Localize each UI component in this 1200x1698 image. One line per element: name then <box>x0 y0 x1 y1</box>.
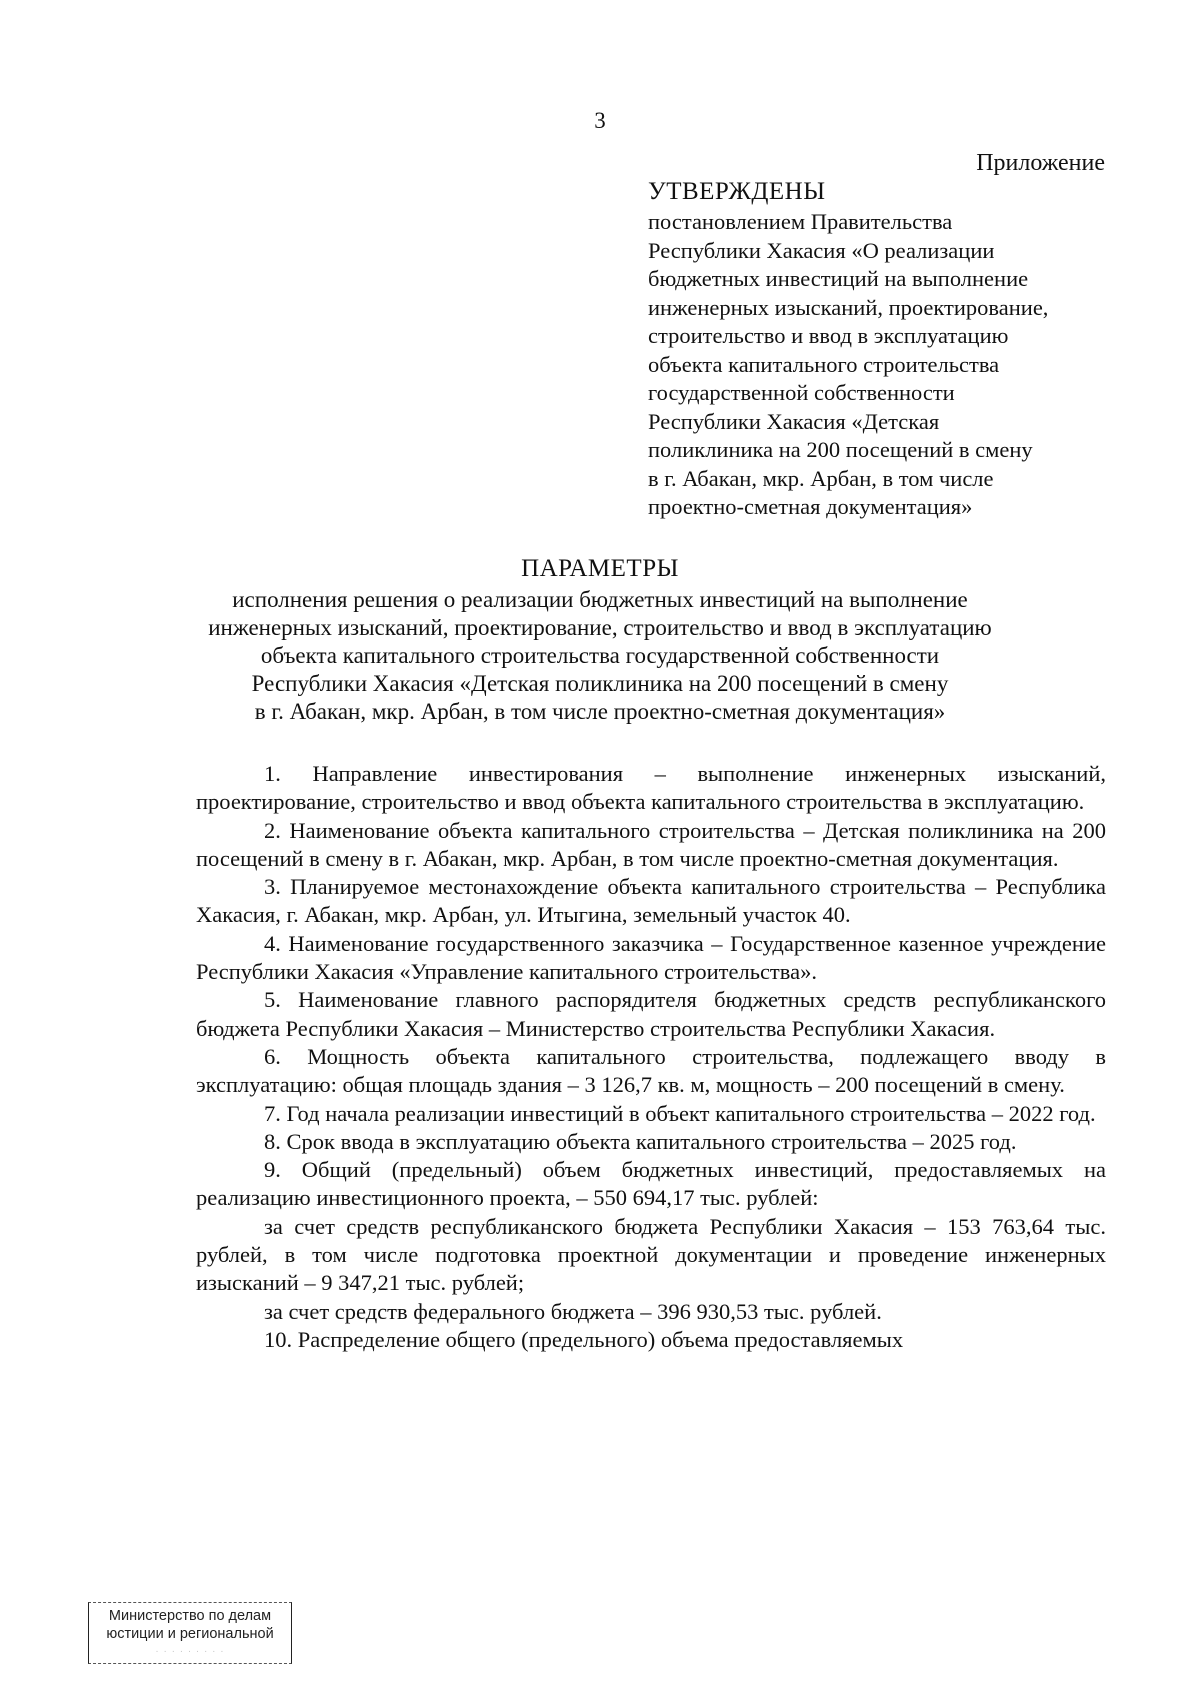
paragraph-9: 9. Общий (предельный) объем бюджетных инвестиций, предоставляемых на реализацию инвестиционного проекта, – 550 694,17 тыс. рублей: <box>196 1157 1106 1211</box>
page-number: 3 <box>594 108 606 133</box>
approval-line: Республики Хакасия «Детская <box>648 408 940 434</box>
registration-stamp <box>88 1602 292 1664</box>
title-heading: ПАРАМЕТРЫ <box>521 555 679 582</box>
paragraph-4: 4. Наименование государственного заказчика – Государственное казенное учреждение Республики Хакасия «Управление капитального строительства». <box>196 930 1106 985</box>
approval-line: строительство и ввод в эксплуатацию <box>648 323 1009 348</box>
document-title <box>0 552 1200 726</box>
approval-line: поликлиника на 200 посещений в смену <box>648 437 1033 462</box>
title-subtitle <box>0 586 1200 726</box>
approval-line: объекта капитального строительства <box>648 351 1000 377</box>
approval-line: бюджетных инвестиций на выполнение <box>648 266 1029 291</box>
paragraph-9-republic-budget: за счет средств республиканского бюджета Республики Хакасия – 153 763,64 тыс. рублей, в том числе подготовка проектной документации и проведение инженерных изысканий – 9 347,21 тыс. рублей; <box>196 1213 1106 1296</box>
paragraph-7: 7. Год начала реализации инвестиций в объект капитального строительства – 2022 год. <box>264 1100 1096 1126</box>
title-line: Республики Хакасия «Детская поликлиника на 200 посещений в смену <box>251 671 949 696</box>
approval-line: в г. Абакан, мкр. Арбан, в том числе <box>648 465 994 491</box>
paragraph-3: 3. Планируемое местонахождение объекта капитального строительства – Республика Хакасия, г. Абакан, мкр. Арбан, ул. Итыгина, земельный участок 40. <box>196 874 1106 928</box>
approval-line: государственной собственности <box>648 380 955 405</box>
title-line: инженерных изысканий, проектирование, строительство и ввод в эксплуатацию <box>208 615 992 640</box>
approval-line: инженерных изысканий, проектирование, <box>648 294 1049 320</box>
approval-text <box>648 208 1118 522</box>
title-line: исполнения решения о реализации бюджетных инвестиций на выполнение <box>232 587 968 612</box>
stamp-line: · · · · · · · · · <box>155 1646 225 1657</box>
approval-heading: УТВЕРЖДЕНЫ <box>648 178 826 205</box>
document-body <box>196 760 1106 1354</box>
approval-line: постановлением Правительства <box>648 209 953 234</box>
approval-line: проектно-сметная документация» <box>648 494 973 519</box>
paragraph-1: 1. Направление инвестирования – выполнение инженерных изысканий, проектирование, строительство и ввод объекта капитального строительства в эксплуатацию. <box>196 761 1106 815</box>
title-line: объекта капитального строительства государственной собственности <box>260 643 940 668</box>
stamp-line: Министерство по делам <box>108 1608 272 1624</box>
title-line: в г. Абакан, мкр. Арбан, в том числе проектно-сметная документация» <box>254 699 946 724</box>
paragraph-8: 8. Срок ввода в эксплуатацию объекта капитального строительства – 2025 год. <box>264 1128 1017 1154</box>
paragraph-9-federal-budget: за счет средств федерального бюджета – 396 930,53 тыс. рублей. <box>264 1298 882 1324</box>
paragraph-6: 6. Мощность объекта капитального строительства, подлежащего вводу в эксплуатацию: общая площадь здания – 3 126,7 кв. м, мощность – 200 посещений в смену. <box>196 1043 1106 1098</box>
approval-block <box>648 176 1118 522</box>
paragraph-2: 2. Наименование объекта капитального строительства – Детская поликлиника на 200 посещений в смену в г. Абакан, мкр. Арбан, в том числе проектно-сметная документация. <box>196 817 1106 871</box>
stamp-line: юстиции и региональной <box>106 1626 274 1642</box>
paragraph-5: 5. Наименование главного распорядителя бюджетных средств республиканского бюджета Республики Хакасия – Министерство строительства Республики Хакасия. <box>196 987 1106 1041</box>
paragraph-10: 10. Распределение общего (предельного) объема предоставляемых <box>264 1326 904 1352</box>
approval-line: Республики Хакасия «О реализации <box>648 237 995 263</box>
appendix-label: Приложение <box>976 150 1105 176</box>
